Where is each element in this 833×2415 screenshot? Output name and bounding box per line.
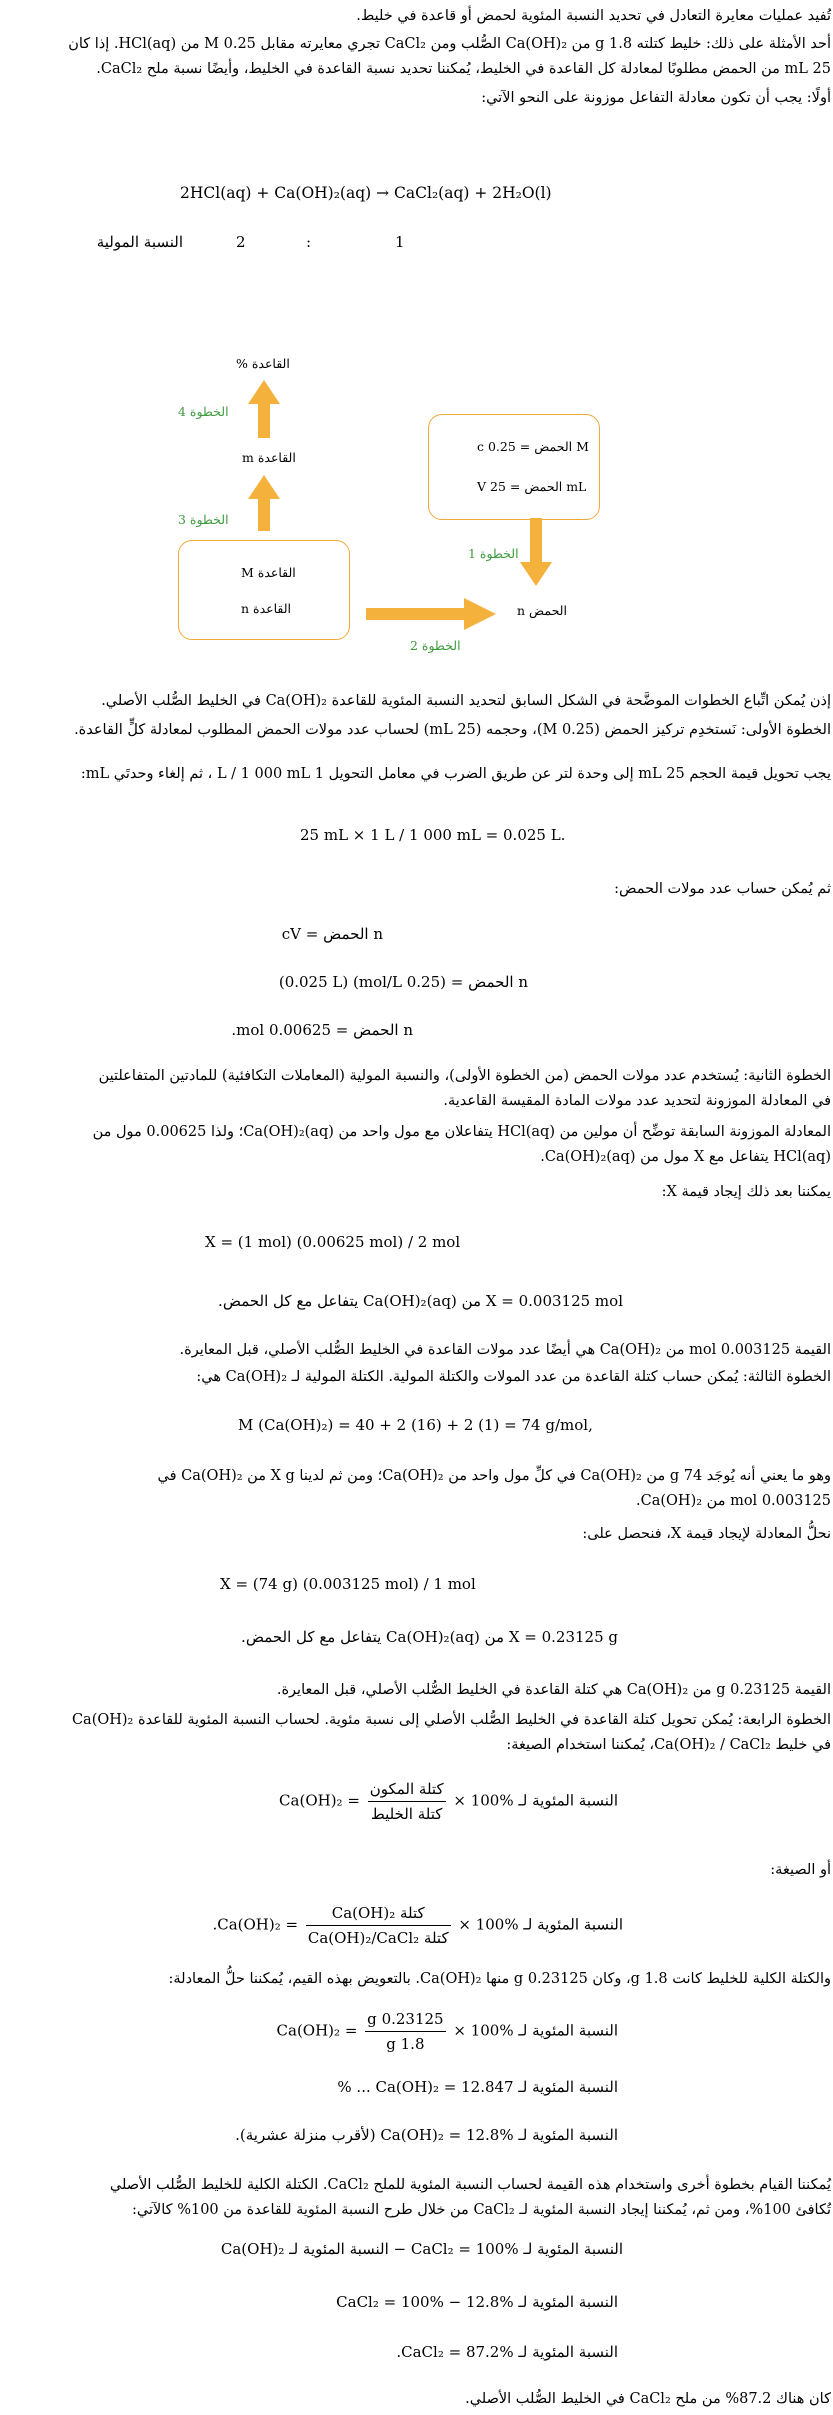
step4-line-2: في خليط Ca(OH)₂ / CaCl₂، يُمكننا استخدام الصيغة: bbox=[506, 1737, 831, 1753]
step2-label: الخطوة 2 bbox=[410, 638, 461, 653]
subtraction-3: النسبة المئوية لـ CaCl₂ = 87.2%. bbox=[396, 2343, 618, 2361]
find-x-intro: يمكننا بعد ذلك إيجاد قيمة X: bbox=[661, 1184, 831, 1200]
subtraction-2: النسبة المئوية لـ CaCl₂ = 100% − 12.8% bbox=[336, 2293, 618, 2311]
first-step-intro: أولًا: يجب أن تكون معادلة التفاعل موزونة على النحو الآتي: bbox=[481, 90, 831, 106]
moles-acid-label: n الحمض bbox=[517, 603, 567, 618]
steps-intro: إذن يُمكن اتِّباع الخطوات الموضَّحة في الشكل السابق لتحديد النسبة المئوية للقاعدة Ca(OH)₂ في الخليط الصُّلب الأصلي. bbox=[101, 693, 831, 709]
volume-acid-label: V الحمض = 25 mL bbox=[477, 479, 587, 494]
calc-1-numerator: 0.23125 g bbox=[365, 2008, 445, 2032]
calc-1-left: النسبة المئوية لـ Ca(OH)₂ = bbox=[276, 2021, 618, 2040]
formula-1-denominator: كتلة الخليط bbox=[370, 1805, 443, 1823]
step3-arrow-icon bbox=[248, 475, 280, 531]
extra-line-1: يُمكننا القيام بخطوة أخرى واستخدام هذه القيمة لحساب النسبة المئوية للملح CaCl₂. الكتلة الكلية للخليط الصُّلب الأصلي bbox=[109, 2177, 831, 2193]
balanced-equation: 2HCl(aq) + Ca(OH)₂(aq) → CaCl₂(aq) + 2H₂O(l) bbox=[180, 184, 552, 202]
solve-x-intro: نحلُّ المعادلة لإيجاد قيمة X، فنحصل على: bbox=[582, 1526, 831, 1542]
formula-1 bbox=[279, 1778, 618, 1825]
ratio-line-2: HCl(aq) يتفاعل مع X مول من Ca(OH)₂(aq). bbox=[540, 1149, 831, 1165]
conclusion-text: كان هناك 87.2% من ملح CaCl₂ في الخليط الصُّلب الأصلي. bbox=[465, 2391, 831, 2407]
base-box bbox=[178, 540, 350, 640]
formula-1-right: × 100% bbox=[453, 1791, 514, 1810]
moles-base-label: n القاعدة bbox=[241, 601, 292, 616]
calc-1-denominator: 1.8 g bbox=[386, 2035, 425, 2053]
percent-base-label: % القاعدة bbox=[236, 356, 290, 371]
formula-2-left: النسبة المئوية لـ Ca(OH)₂ = bbox=[217, 1915, 623, 1934]
or-formula-text: أو الصيغة: bbox=[770, 1862, 831, 1878]
step2-line-2: في المعادلة الموزونة لتحديد عدد مولات المادة المقيسة القاعدية. bbox=[443, 1093, 831, 1109]
mole-ratio-right: 1 bbox=[395, 233, 405, 251]
molar-mass-equation: M (Ca(OH)₂) = 40 + 2 (16) + 2 (1) = 74 g/mol, bbox=[238, 1416, 593, 1434]
formula-1-left: النسبة المئوية لـ Ca(OH)₂ = bbox=[279, 1791, 618, 1810]
example-line-1: أحد الأمثلة على ذلك: خليط كتلته 1.8 g من Ca(OH)₂ الصُّلب ومن CaCl₂ تجري معايرته مقابل 0.25 M من HCl(aq). إذا كان bbox=[68, 36, 831, 52]
step4-arrow-icon bbox=[248, 380, 280, 438]
moles-eq-1: n الحمض = cV bbox=[281, 925, 383, 943]
formula-1-fraction bbox=[368, 1778, 446, 1825]
convert-equation: 25 mL × 1 L / 1 000 mL = 0.025 L. bbox=[300, 826, 566, 844]
step2-line-1: الخطوة الثانية: يُستخدم عدد مولات الحمض (من الخطوة الأولى)، والنسبة المولية (المعاملات التكافئية) للمادتين المتفاعلتين bbox=[98, 1068, 831, 1084]
step3-label: الخطوة 3 bbox=[178, 512, 229, 527]
moles-intro: ثم يُمكن حساب عدد مولات الحمض: bbox=[614, 881, 831, 897]
moles-eq-3: n الحمض = 0.00625 mol. bbox=[231, 1021, 413, 1039]
formula-1-numerator: كتلة المكون bbox=[368, 1778, 446, 1802]
means-line-2: 0.003125 mol من Ca(OH)₂. bbox=[636, 1493, 831, 1509]
molar-mass-base-label: M القاعدة bbox=[241, 565, 296, 580]
step1-label: الخطوة 1 bbox=[468, 546, 519, 561]
x-result-1: X = 0.003125 mol من Ca(OH)₂(aq) يتفاعل مع كل الحمض. bbox=[218, 1292, 623, 1310]
value-1-text: القيمة 0.003125 mol من Ca(OH)₂ هي أيضًا عدد مولات القاعدة في الخليط الصُّلب الأصلي، قبل المعايرة. bbox=[179, 1342, 831, 1358]
step3-text: الخطوة الثالثة: يُمكن حساب كتلة القاعدة من عدد المولات والكتلة المولية. الكتلة المولية لـ Ca(OH)₂ هي: bbox=[196, 1369, 831, 1385]
x-equation-1: X = (1 mol) (0.00625 mol) / 2 mol bbox=[205, 1233, 461, 1251]
formula-2-fraction bbox=[306, 1902, 451, 1949]
extra-line-2: تُكافئ 100%، ومن ثم، يُمكننا إيجاد النسبة المئوية لـ CaCl₂ من خلال طرح النسبة المئوية للقاعدة من 100% كالآتي: bbox=[131, 2202, 831, 2218]
mole-ratio-left: 2 bbox=[236, 233, 246, 251]
ratio-line-1: المعادلة الموزونة السابقة توضِّح أن مولين من HCl(aq) يتفاعلان مع مول واحد من Ca(OH)₂(aq)؛ ولذا 0.00625 مول من bbox=[92, 1124, 831, 1140]
x-equation-2: X = (74 g) (0.003125 mol) / 1 mol bbox=[220, 1575, 476, 1593]
convert-text: يجب تحويل قيمة الحجم 25 mL إلى وحدة لتر عن طريق الضرب في معامل التحويل 1 L / 1 000 mL ، ثم إلغاء وحدتَي mL: bbox=[80, 766, 831, 782]
formula-2-right: × 100%. bbox=[212, 1915, 519, 1934]
subtraction-1: النسبة المئوية لـ CaCl₂ = 100% − النسبة المئوية لـ Ca(OH)₂ bbox=[220, 2240, 623, 2258]
mole-ratio-colon: : bbox=[306, 233, 312, 251]
step1-arrow-icon bbox=[520, 518, 552, 586]
moles-eq-2: n الحمض = (0.25 mol/L) (0.025 L) bbox=[278, 973, 528, 991]
mass-base-label: m القاعدة bbox=[242, 450, 296, 465]
value-2-text: القيمة 0.23125 g من Ca(OH)₂ هي كتلة القاعدة في الخليط الصُّلب الأصلي، قبل المعايرة. bbox=[276, 1682, 831, 1698]
example-line-2: 25 mL من الحمض مطلوبًا لمعادلة كل القاعدة في الخليط، يُمكننا تحديد نسبة القاعدة في الخليط، وأيضًا نسبة ملح CaCl₂. bbox=[96, 61, 831, 77]
step4-label: الخطوة 4 bbox=[178, 404, 229, 419]
formula-2-denominator: كتلة Ca(OH)₂/CaCl₂ bbox=[307, 1929, 449, 1947]
calculation-1 bbox=[277, 2008, 618, 2055]
calc-1-fraction bbox=[365, 2008, 445, 2055]
means-line-1: وهو ما يعني أنه يُوجَد 74 g من Ca(OH)₂ في كلِّ مول واحد من Ca(OH)₂؛ ومن ثم لدينا X g من Ca(OH)₂ في bbox=[157, 1468, 831, 1484]
calc-1-right: × 100% bbox=[453, 2021, 514, 2040]
concentration-acid-label: c الحمض = 0.25 M bbox=[477, 439, 589, 454]
total-mass-text: والكتلة الكلية للخليط كانت 1.8 g، وكان 0.23125 g منها Ca(OH)₂. بالتعويض بهذه القيم، يُمكننا حلُّ المعادلة: bbox=[168, 1971, 831, 1987]
step2-arrow-icon bbox=[366, 598, 496, 630]
x-result-2: X = 0.23125 g من Ca(OH)₂(aq) يتفاعل مع كل الحمض. bbox=[241, 1628, 618, 1646]
acid-box bbox=[428, 414, 600, 520]
calculation-2: النسبة المئوية لـ Ca(OH)₂ = 12.847 ... % bbox=[337, 2078, 618, 2096]
intro-paragraph: تُفيد عمليات معايرة التعادل في تحديد النسبة المئوية لحمض أو قاعدة في خليط. bbox=[356, 8, 831, 24]
mole-ratio-label: النسبة المولية bbox=[96, 233, 183, 251]
formula-2-numerator: كتلة Ca(OH)₂ bbox=[306, 1902, 451, 1926]
step1-text: الخطوة الأولى: نَستخدِم تركيز الحمض (0.25 M)، وحجمه (25 mL) لحساب عدد مولات الحمض المطلوب لمعادلة كلٍّ القاعدة. bbox=[74, 722, 831, 738]
formula-2 bbox=[212, 1902, 623, 1949]
step4-line-1: الخطوة الرابعة: يُمكن تحويل كتلة القاعدة في الخليط الصُّلب الأصلي إلى نسبة مئوية. لحساب النسبة المئوية للقاعدة Ca(OH)₂ bbox=[71, 1712, 831, 1728]
calculation-3: النسبة المئوية لـ Ca(OH)₂ = 12.8% (لأقرب منزلة عشرية). bbox=[235, 2126, 618, 2144]
